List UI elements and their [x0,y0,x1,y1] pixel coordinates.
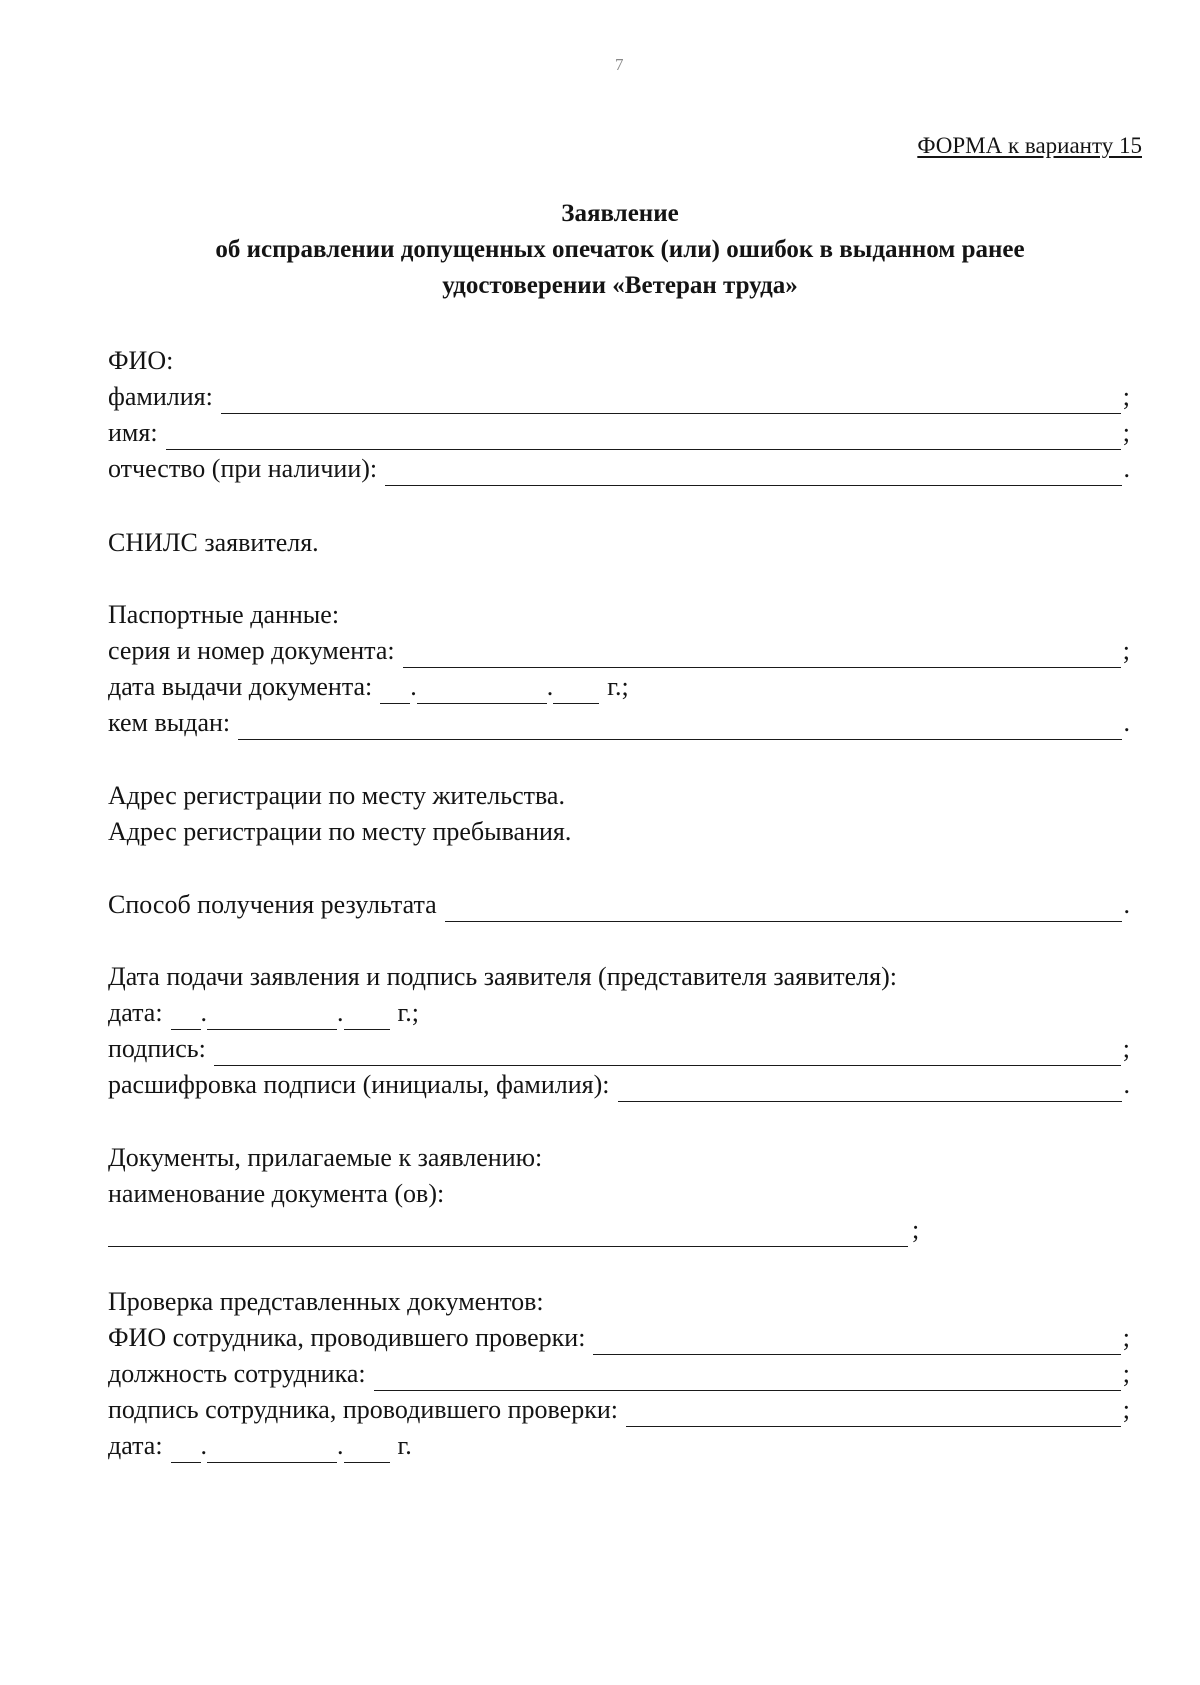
doc-name-row [108,1175,1130,1211]
verification-date-year-field[interactable] [344,1432,390,1463]
patronymic-row [108,450,1130,486]
verification-date-month-field[interactable] [207,1432,337,1463]
verification-heading [108,1283,1130,1319]
employee-fio-row [108,1319,1130,1355]
surname-field[interactable] [221,383,1121,414]
title-line-2: об исправлении допущенных опечаток (или) ошибок в выданном ранее [215,236,1025,263]
passport-heading [108,596,1130,632]
verification-date-row [108,1427,1130,1463]
verification-date-day-field[interactable] [171,1432,201,1463]
signature-decoding-label: расшифровка подписи (инициалы, фамилия): [108,1070,610,1099]
address-residence-label: Адрес регистрации по месту жительства. [108,781,565,810]
name-row [108,414,1130,450]
fio-heading [108,342,1130,378]
submission-heading [108,958,1130,994]
verification-date-dot-1: . [200,1431,208,1460]
title-line-1: Заявление [561,200,679,227]
signature-decoding-end: . [1123,1070,1130,1099]
submission-date-dot-2: . [337,998,344,1027]
doc-name-entry-row [108,1211,1130,1247]
submission-date-month-field[interactable] [207,999,337,1030]
fio-heading-label: ФИО: [108,346,174,375]
submission-date-suffix: г.; [397,998,420,1027]
signature-label: подпись: [108,1034,206,1063]
address-stay-label: Адрес регистрации по месту пребывания. [108,817,572,846]
documents-heading-label: Документы, прилагаемые к заявлению: [108,1143,543,1172]
submission-date-dot-1: . [200,998,208,1027]
surname-row [108,378,1130,414]
issued-by-row [108,704,1130,740]
passport-series-label: серия и номер документа: [108,636,395,665]
passport-date-suffix: г.; [607,672,629,701]
document-title [0,196,1200,304]
submission-heading-label: Дата подачи заявления и подпись заявителя (представителя заявителя): [108,962,898,991]
documents-heading [108,1139,1130,1175]
submission-date-day-field[interactable] [171,999,201,1030]
name-field[interactable] [166,419,1121,450]
employee-position-end: ; [1122,1359,1130,1388]
issued-by-field[interactable] [238,709,1121,740]
employee-fio-field[interactable] [593,1324,1120,1355]
signature-field[interactable] [214,1035,1121,1066]
passport-date-dot-2: . [546,672,554,701]
name-label: имя: [108,418,158,447]
snils-label: СНИЛС заявителя. [108,528,319,557]
passport-date-row [108,668,1130,704]
signature-row [108,1030,1130,1066]
passport-date-year-field[interactable] [553,673,599,704]
passport-series-field[interactable] [403,637,1121,668]
patronymic-label: отчество (при наличии): [108,454,378,483]
passport-date-month-field[interactable] [417,673,547,704]
verification-date-label: дата: [108,1431,163,1460]
passport-heading-label: Паспортные данные: [108,600,340,629]
employee-position-row [108,1355,1130,1391]
form-reference: ФОРМА к варианту 15 [917,133,1142,158]
employee-signature-field[interactable] [626,1396,1121,1427]
signature-end: ; [1122,1034,1130,1063]
signature-decoding-row [108,1066,1130,1102]
passport-series-row [108,632,1130,668]
issued-by-end: . [1123,708,1130,737]
employee-signature-end: ; [1122,1395,1130,1424]
submission-date-year-field[interactable] [344,999,390,1030]
submission-date-row [108,994,1130,1030]
doc-name-field[interactable] [108,1216,908,1247]
employee-position-label: должность сотрудника: [108,1359,366,1388]
employee-signature-label: подпись сотрудника, проводившего проверки: [108,1395,618,1424]
submission-date-label: дата: [108,998,163,1027]
name-end: ; [1122,418,1130,447]
employee-signature-row [108,1391,1130,1427]
passport-series-end: ; [1122,636,1130,665]
title-line-3: удостоверении «Ветеран труда» [442,272,798,299]
employee-position-field[interactable] [374,1360,1121,1391]
employee-fio-end: ; [1122,1323,1130,1352]
signature-decoding-field[interactable] [618,1071,1122,1102]
surname-label: фамилия: [108,382,213,411]
passport-date-day-field[interactable] [380,673,410,704]
surname-end: ; [1122,382,1130,411]
employee-fio-label: ФИО сотрудника, проводившего проверки: [108,1323,586,1352]
patronymic-end: . [1123,454,1130,483]
verification-date-suffix: г. [397,1431,412,1460]
result-method-row [108,886,1130,922]
page-number: 7 [615,55,624,74]
passport-date-label: дата выдачи документа: [108,672,373,701]
result-method-label: Способ получения результата [108,890,437,919]
patronymic-field[interactable] [385,455,1121,486]
passport-date-dot-1: . [410,672,417,701]
issued-by-label: кем выдан: [108,708,231,737]
doc-name-end: ; [912,1215,920,1244]
address-stay-row [108,813,1130,849]
verification-heading-label: Проверка представленных документов: [108,1287,544,1316]
verification-date-dot-2: . [337,1431,344,1460]
doc-name-label: наименование документа (ов): [108,1179,445,1208]
result-method-field[interactable] [445,891,1122,922]
snils-row [108,524,1130,560]
address-residence-row [108,777,1130,813]
result-method-end: . [1123,890,1130,919]
